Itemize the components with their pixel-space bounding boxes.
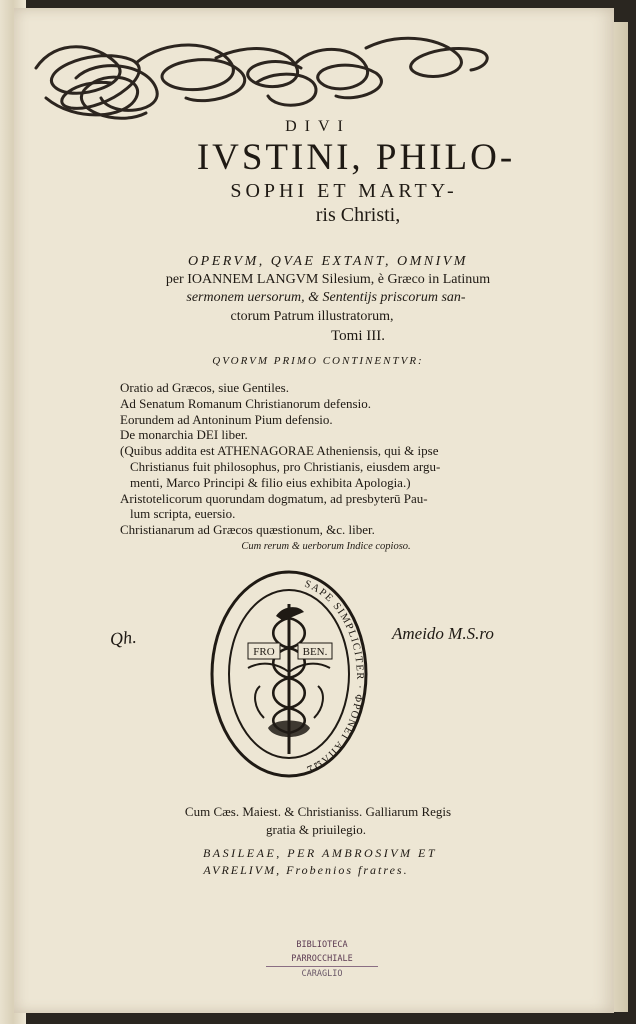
title-line-3: SOPHI ET MARTY- — [230, 180, 458, 202]
volume-number: Tomi III. — [331, 328, 385, 344]
device-label-right: BEN. — [302, 646, 328, 658]
contents-item: Ad Senatum Romanum Christianorum defensio. — [120, 395, 371, 411]
contents-item: (Quibus addita est ATHENAGORAE Atheniensis, qui & ipse — [120, 443, 439, 459]
contents-item: De monarchia DEI liber. — [120, 427, 248, 443]
subtitle-line-2: per IOANNEM LANGVM Silesium, è Græco in Latinum — [165, 272, 491, 287]
privilege-line-1: Cum Cæs. Maiest. & Christianiss. Galliarum Regis — [184, 804, 452, 819]
library-stamp-name: BIBLIOTECA PARROCCHIALE — [266, 938, 378, 967]
contents-heading: QVORVM PRIMO CONTINENTVR: — [212, 355, 424, 367]
imprint-line-1: BASILEAE, PER AMBROSIVM ET — [202, 846, 438, 860]
device-label-left: FRO — [253, 646, 275, 658]
contents-item: menti, Marco Principi & filio eius exhibita Apologia.) — [130, 474, 411, 490]
subtitle-line-3: sermonem uersorum, & Sententijs priscorum san- — [186, 290, 466, 305]
index-note: Cum rerum & uerborum Indice copioso. — [241, 541, 411, 552]
contents-item: Aristotelicorum quorundam dogmatum, ad presbyterū Pau- — [120, 490, 428, 506]
contents-list — [120, 380, 500, 538]
title-line-1: DIVI — [285, 118, 351, 135]
privilege-line-2: gratia & priuilegio. — [265, 822, 366, 837]
contents-item: Oratio ad Græcos, siue Gentiles. — [120, 380, 289, 395]
contents-item: Christianus fuit philosophus, pro Christianis, eiusdem argu- — [130, 458, 441, 474]
title-line-2: IVSTINI, PHILO- — [196, 137, 516, 178]
svg-text:SAPE SIMPLICITER · ΦΡΟΝΕΙ ΑΠΛΩ — [303, 579, 365, 775]
imprint-line-2: AVRELIVM, Frobenios fratres. — [203, 863, 409, 877]
contents-item: lum scripta, euersio. — [130, 506, 236, 522]
handwritten-annotation-left: Qh. — [108, 626, 138, 650]
library-stamp — [266, 938, 378, 981]
subtitle-line-1: OPERVM, QVAE EXTANT, OMNIVM — [188, 254, 468, 269]
contents-item: Christianarum ad Græcos quæstionum, &c. liber. — [120, 522, 375, 538]
subtitle-line-4: ctorum Patrum illustratorum, — [230, 309, 394, 324]
contents-item: Eorundem ad Antoninum Pium defensio. — [120, 411, 333, 427]
library-stamp-place: CARAGLIO — [301, 969, 343, 979]
device-motto: SAPE SIMPLICITER · ΦΡΟΝΕΙ ΑΠΛΩΣ — [302, 578, 365, 775]
printers-device-emblem — [208, 568, 370, 780]
title-line-4: ris Christi, — [315, 204, 401, 226]
handwritten-annotation-right: Ameido M.S.ro — [392, 624, 494, 643]
